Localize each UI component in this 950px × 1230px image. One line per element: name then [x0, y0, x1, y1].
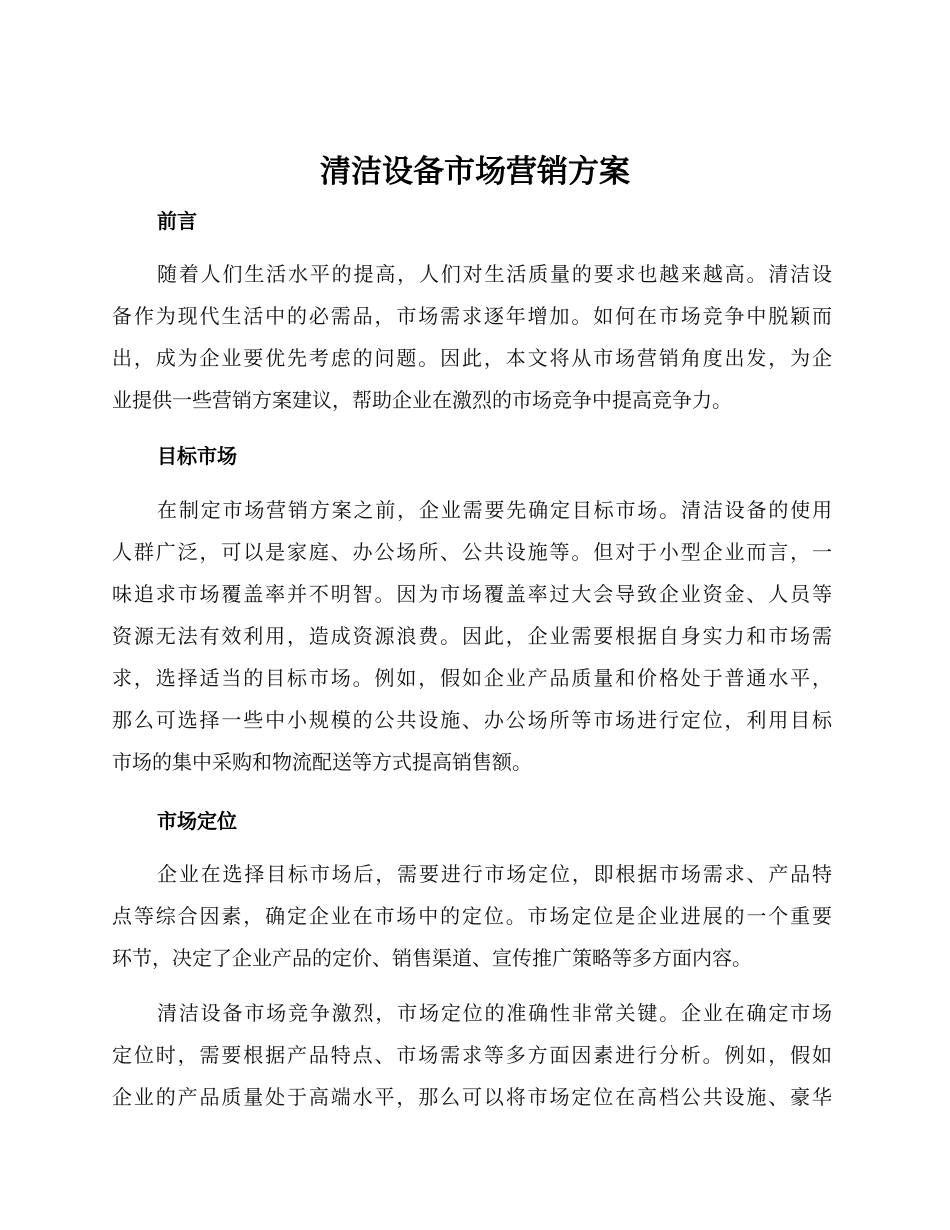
paragraph-market-positioning-1	[112, 853, 832, 979]
text-line: 环节，决定了企业产品的定价、销售渠道、宣传推广策略等多方面内容。	[112, 946, 752, 970]
paragraph-target-market	[112, 489, 832, 783]
document-title: 清洁设备市场营销方案	[320, 154, 630, 190]
text-line: 清洁设备市场竞争激烈，市场定位的准确性非常关键。企业在确定市场	[157, 1001, 832, 1025]
section-heading-target-market: 目标市场	[157, 444, 237, 468]
text-line: 那么可选择一些中小规模的公共设施、办公场所等市场进行定位，利用目标	[112, 708, 832, 732]
text-line: 市场的集中采购和物流配送等方式提高销售额。	[112, 750, 532, 774]
section-heading-preface: 前言	[157, 209, 197, 233]
section-heading-market-positioning: 市场定位	[157, 809, 237, 833]
text-line: 企业在选择目标市场后，需要进行市场定位，即根据市场需求、产品特	[157, 862, 832, 886]
text-line: 资源无法有效利用，造成资源浪费。因此，企业需要根据自身实力和市场需	[112, 624, 832, 648]
text-line: 定位时，需要根据产品特点、市场需求等多方面因素进行分析。例如，假如	[112, 1043, 832, 1067]
text-line: 业提供一些营销方案建议，帮助企业在激烈的市场竞争中提高竞争力。	[112, 388, 732, 412]
text-line: 人群广泛，可以是家庭、办公场所、公共设施等。但对于小型企业而言，一	[112, 540, 832, 564]
paragraph-market-positioning-2	[112, 992, 832, 1118]
text-line: 企业的产品质量处于高端水平，那么可以将市场定位在高档公共设施、豪华	[112, 1085, 832, 1109]
text-line: 随着人们生活水平的提高，人们对生活质量的要求也越来越高。清洁设	[157, 262, 832, 286]
text-line: 点等综合因素，确定企业在市场中的定位。市场定位是企业进展的一个重要	[112, 904, 832, 928]
paragraph-preface	[112, 253, 832, 421]
text-line: 味追求市场覆盖率并不明智。因为市场覆盖率过大会导致企业资金、人员等	[112, 582, 832, 606]
text-line: 求，选择适当的目标市场。例如，假如企业产品质量和价格处于普通水平，	[112, 666, 832, 690]
text-line: 在制定市场营销方案之前，企业需要先确定目标市场。清洁设备的使用	[157, 498, 832, 522]
text-line: 出，成为企业要优先考虑的问题。因此，本文将从市场营销角度出发，为企	[112, 346, 832, 370]
text-line: 备作为现代生活中的必需品，市场需求逐年增加。如何在市场竞争中脱颖而	[112, 304, 832, 328]
